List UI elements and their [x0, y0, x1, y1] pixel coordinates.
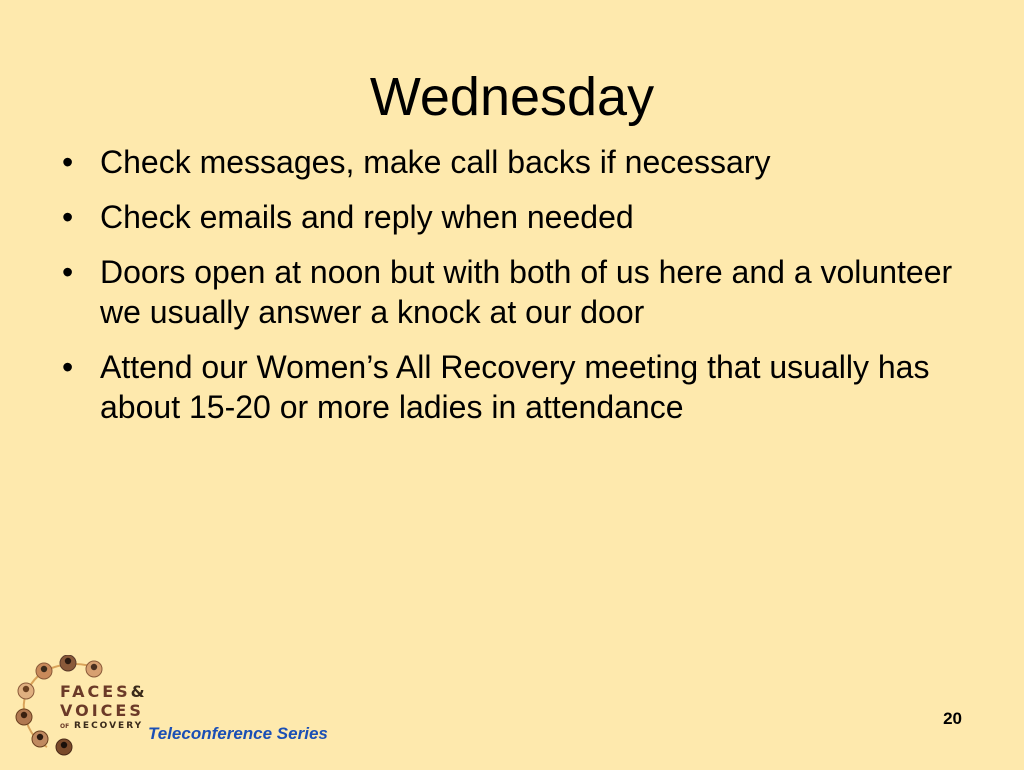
bullet-marker: • [62, 199, 74, 235]
bullet-marker: • [62, 349, 74, 385]
logo-line-faces: FACES& [60, 682, 145, 701]
logo-line-of: OF [60, 723, 70, 730]
bullet-text: Check emails and reply when needed [100, 199, 634, 235]
series-tagline: Teleconference Series [148, 724, 328, 743]
bullet-item [58, 142, 978, 182]
bullet-item [58, 347, 978, 427]
bullet-marker: • [62, 254, 74, 290]
bullet-text: Check messages, make call backs if necessary [100, 144, 771, 180]
bullet-item [58, 197, 978, 237]
logo-line-recovery: RECOVERY [74, 721, 144, 731]
slide-title: Wednesday [369, 67, 655, 127]
faces-voices-recovery-logo [12, 655, 147, 765]
bullet-text: Doors open at noon but with both of us here and a volunteer we usually answer a knock at our door [100, 254, 953, 330]
page-number: 20 [943, 709, 962, 728]
bullet-list [58, 142, 978, 442]
bullet-marker: • [62, 144, 74, 180]
bullet-item [58, 252, 978, 332]
bullet-text: Attend our Women’s All Recovery meeting that usually has about 15-20 or more ladies in attendance [100, 349, 930, 425]
logo-line-voices: VOICES [60, 701, 144, 720]
